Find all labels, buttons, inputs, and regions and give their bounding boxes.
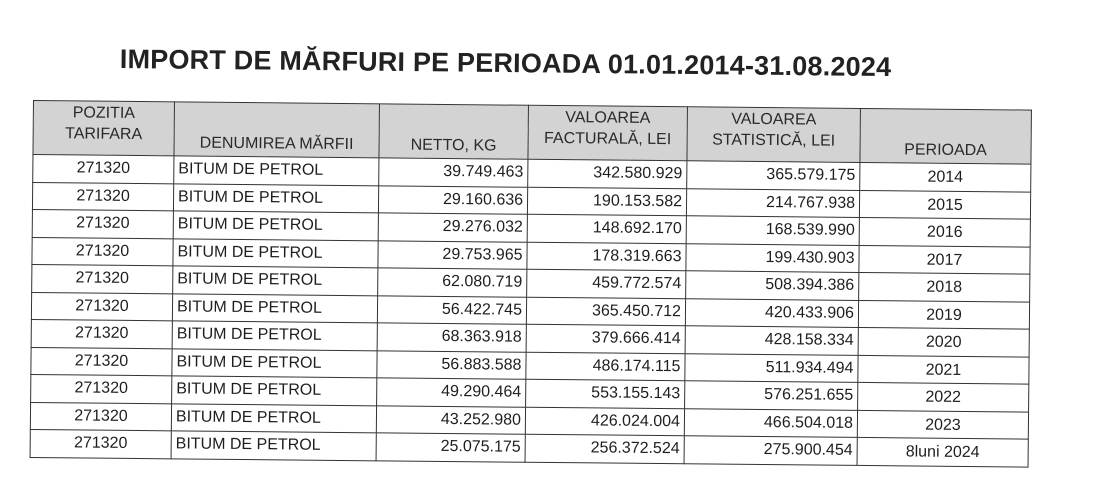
cell-period: 2022 [858, 382, 1029, 411]
cell-invoice-value: 365.450.712 [526, 297, 685, 326]
cell-invoice-value: 178.319.663 [527, 242, 686, 271]
cell-statistical-value: 466.504.018 [684, 408, 857, 437]
header-statistical-value-line2: STATISTICĂ, LEI [712, 131, 836, 150]
cell-invoice-value: 342.580.929 [528, 159, 687, 188]
cell-goods-name: BITUM DE PETROL [172, 321, 377, 350]
cell-goods-name: BITUM DE PETROL [173, 238, 378, 267]
cell-netto: 49.290.464 [377, 378, 526, 407]
header-goods-name: DENUMIREA MĂRFII [174, 102, 380, 158]
cell-invoice-value: 148.692.170 [527, 214, 686, 243]
header-tariff-position-line1: POZITIA [72, 104, 136, 122]
cell-invoice-value: 553.155.143 [526, 379, 685, 408]
cell-tariff-position: 271320 [31, 374, 172, 403]
cell-invoice-value: 256.372.524 [525, 434, 684, 463]
cell-statistical-value: 420.433.906 [685, 298, 858, 327]
cell-netto: 29.276.032 [378, 213, 527, 242]
table-header-row [33, 101, 1031, 165]
cell-tariff-position: 271320 [32, 237, 173, 266]
cell-goods-name: BITUM DE PETROL [171, 431, 376, 460]
cell-goods-name: BITUM DE PETROL [173, 183, 378, 212]
cell-period: 2018 [859, 272, 1030, 301]
cell-netto: 43.252.980 [376, 405, 525, 434]
cell-tariff-position: 271320 [33, 155, 174, 184]
cell-invoice-value: 459.772.574 [527, 269, 686, 298]
cell-tariff-position: 271320 [31, 319, 172, 348]
cell-tariff-position: 271320 [32, 182, 173, 211]
cell-goods-name: BITUM DE PETROL [174, 156, 379, 185]
cell-netto: 25.075.175 [376, 433, 525, 462]
cell-tariff-position: 271320 [32, 209, 173, 238]
header-invoice-value-line1: VALOAREA [565, 109, 651, 127]
cell-period: 2016 [859, 217, 1030, 246]
cell-period: 2021 [858, 355, 1029, 384]
cell-statistical-value: 199.430.903 [686, 243, 859, 272]
cell-netto: 29.753.965 [378, 240, 527, 269]
cell-statistical-value: 365.579.175 [687, 161, 860, 190]
header-tariff-position-line2: TARIFARA [65, 125, 143, 144]
header-tariff-position [33, 101, 175, 156]
cell-goods-name: BITUM DE PETROL [173, 211, 378, 240]
cell-tariff-position: 271320 [31, 292, 172, 321]
cell-netto: 29.160.636 [378, 185, 527, 214]
cell-goods-name: BITUM DE PETROL [171, 403, 376, 432]
cell-tariff-position: 271320 [30, 402, 171, 431]
cell-invoice-value: 379.666.414 [526, 324, 685, 353]
header-invoice-value [528, 105, 688, 161]
cell-statistical-value: 168.539.990 [686, 216, 859, 245]
cell-tariff-position: 271320 [31, 347, 172, 376]
cell-goods-name: BITUM DE PETROL [172, 348, 377, 377]
cell-period: 2023 [857, 410, 1028, 439]
cell-tariff-position: 271320 [32, 264, 173, 293]
import-table-container [30, 100, 1032, 467]
header-period: PERIOADA [860, 108, 1032, 164]
cell-goods-name: BITUM DE PETROL [172, 293, 377, 322]
cell-netto: 62.080.719 [378, 268, 527, 297]
cell-goods-name: BITUM DE PETROL [173, 266, 378, 295]
cell-period: 2017 [859, 245, 1030, 274]
header-statistical-value [687, 107, 861, 163]
cell-statistical-value: 576.251.655 [685, 381, 858, 410]
cell-invoice-value: 190.153.582 [527, 187, 686, 216]
cell-netto: 56.422.745 [377, 295, 526, 324]
cell-goods-name: BITUM DE PETROL [172, 376, 377, 405]
cell-netto: 56.883.588 [377, 350, 526, 379]
cell-period: 8luni 2024 [857, 437, 1028, 466]
cell-period: 2015 [859, 190, 1030, 219]
header-netto: NETTO, KG [379, 104, 529, 159]
page-title: IMPORT DE MĂRFURI PE PERIOADA 01.01.2014-31.08.2024 [119, 44, 892, 83]
cell-period: 2020 [858, 327, 1029, 356]
cell-period: 2019 [858, 300, 1029, 329]
cell-statistical-value: 508.394.386 [686, 271, 859, 300]
cell-netto: 39.749.463 [379, 158, 528, 187]
cell-statistical-value: 511.934.494 [685, 353, 858, 382]
import-table [30, 100, 1032, 467]
cell-netto: 68.363.918 [377, 323, 526, 352]
cell-invoice-value: 486.174.115 [526, 352, 685, 381]
header-statistical-value-line1: VALOAREA [731, 110, 817, 129]
header-invoice-value-line2: FACTURALĂ, LEI [543, 129, 672, 149]
cell-statistical-value: 275.900.454 [684, 436, 857, 465]
cell-period: 2014 [860, 162, 1031, 191]
cell-statistical-value: 428.158.334 [685, 326, 858, 355]
cell-invoice-value: 426.024.004 [525, 407, 684, 436]
cell-statistical-value: 214.767.938 [686, 188, 859, 217]
cell-tariff-position: 271320 [30, 429, 171, 458]
